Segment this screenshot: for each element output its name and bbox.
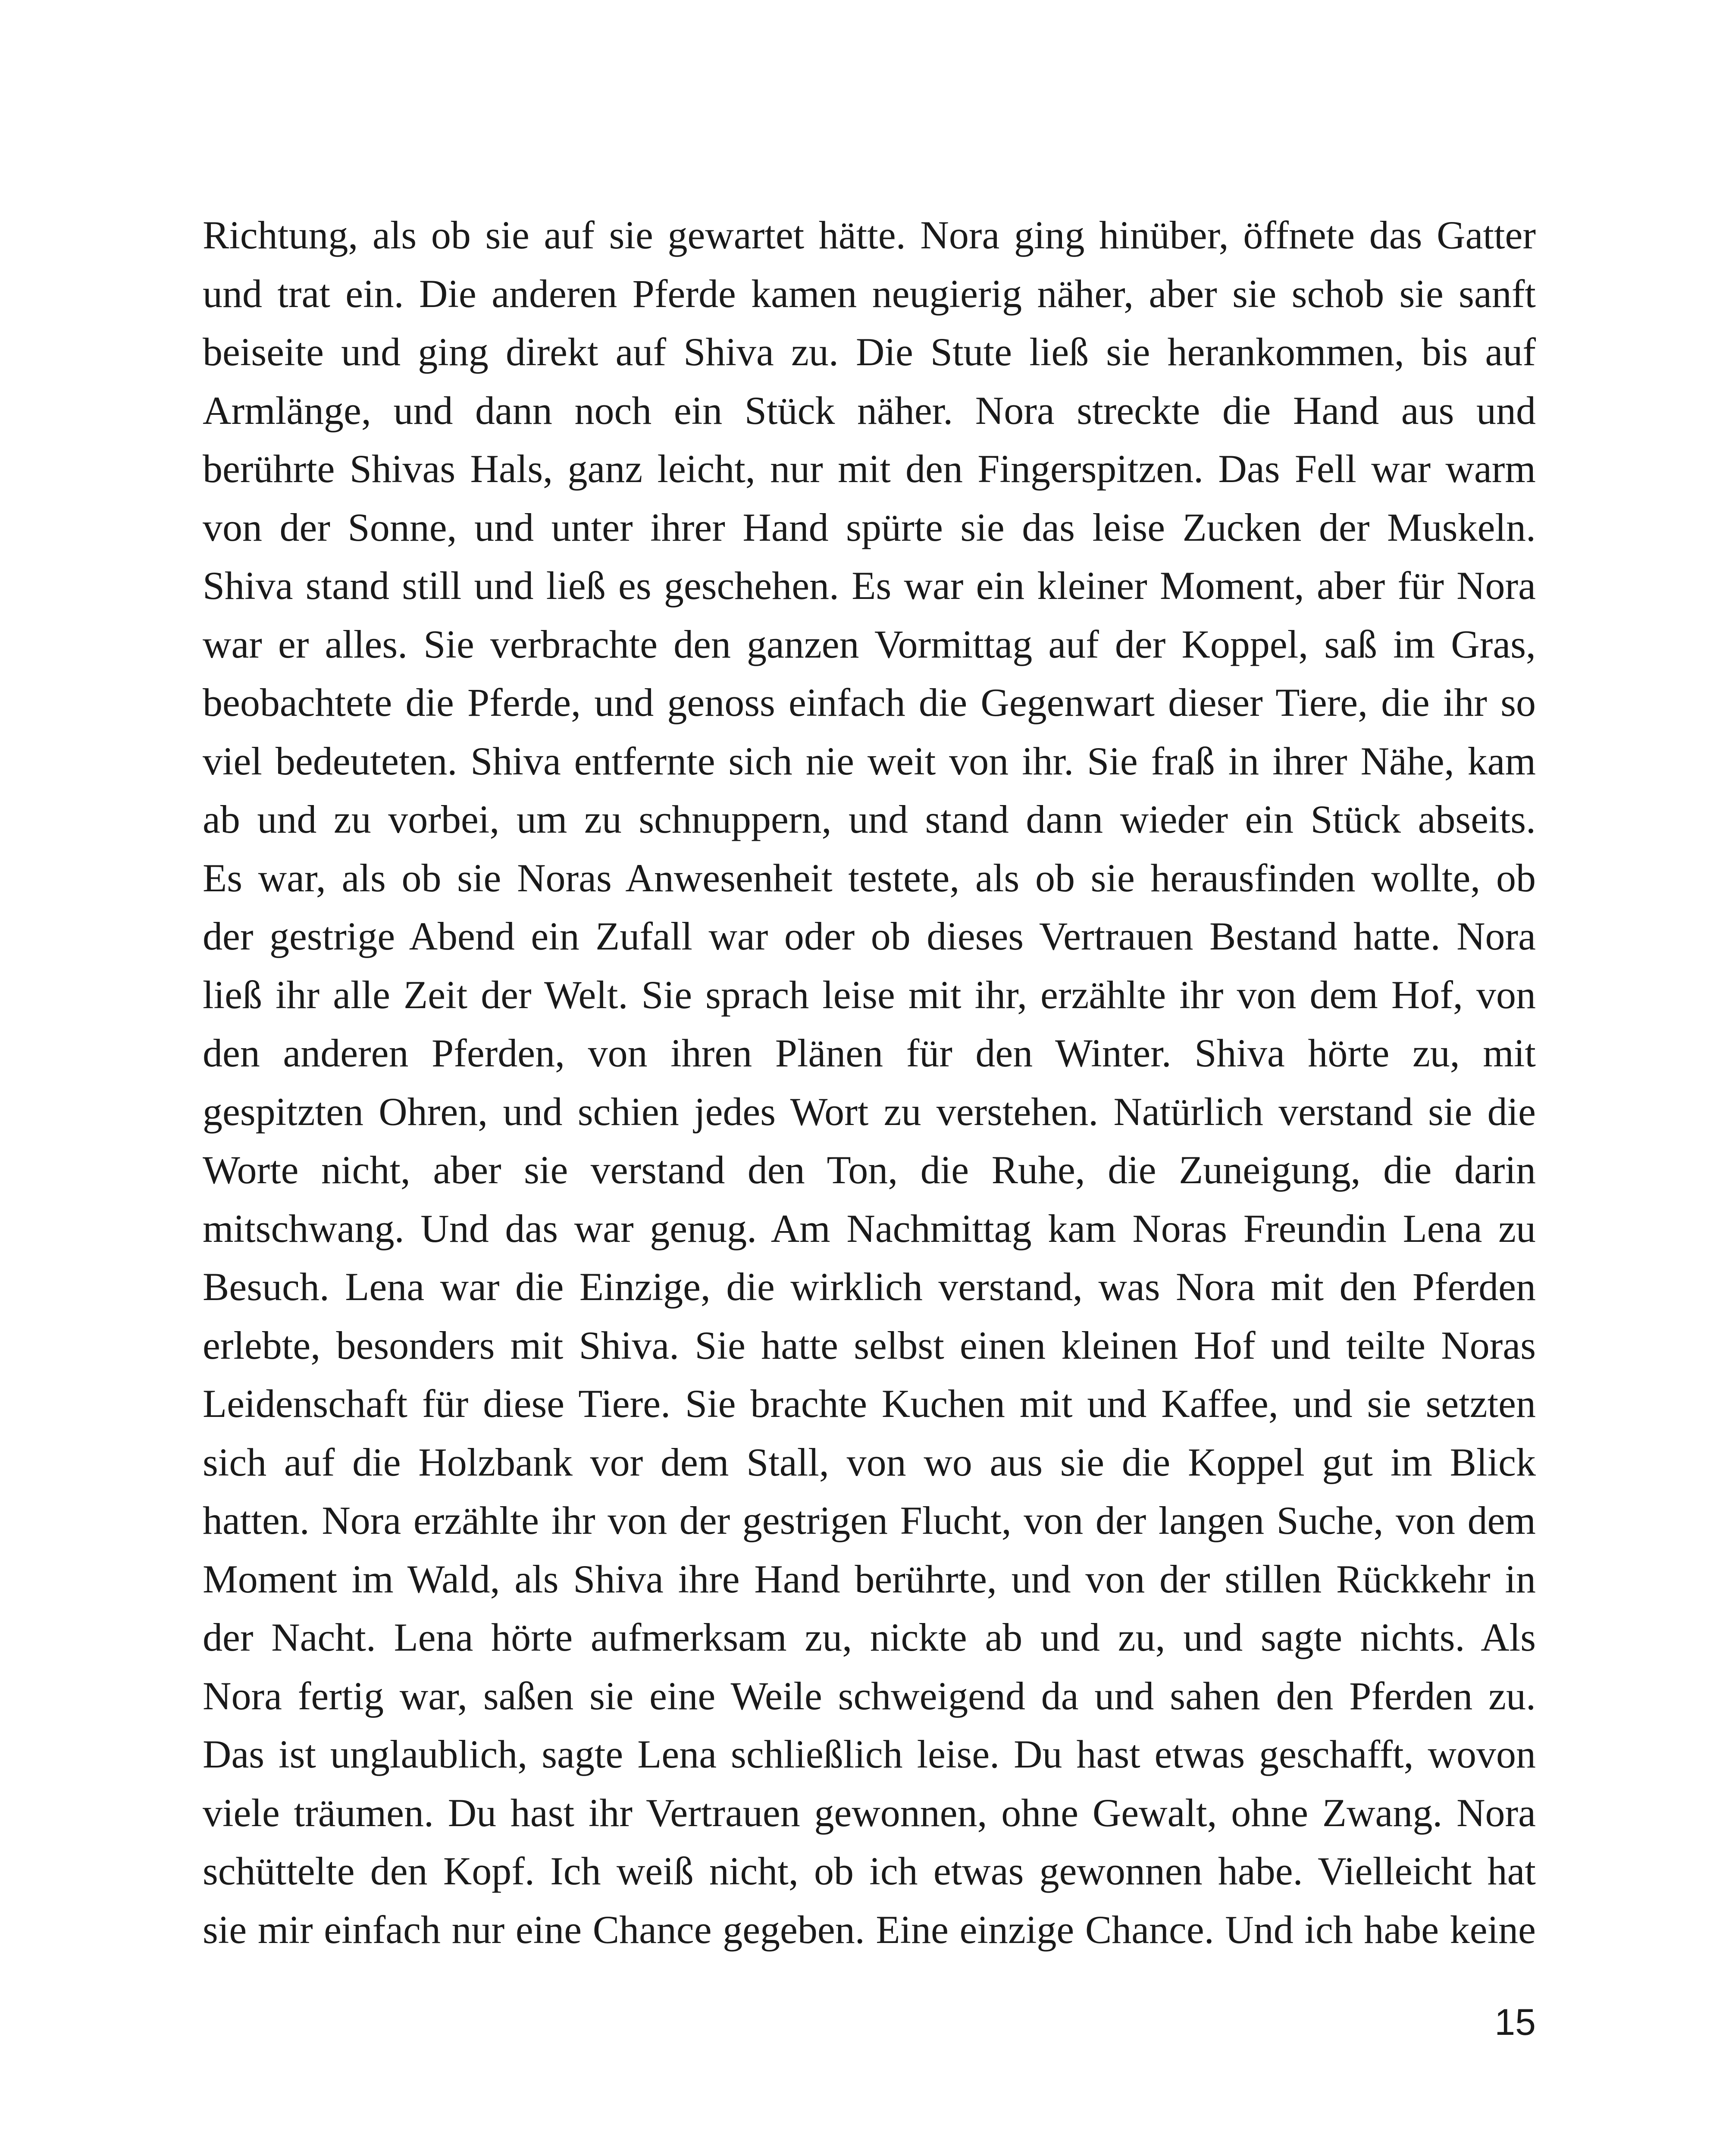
text-line: ließ ihr alle Zeit der Welt. Sie sprach leise mit ihr, erzählte ihr von dem Hof, von — [203, 972, 1536, 1017]
body-text — [203, 206, 1536, 1959]
text-line: Nora fertig war, saßen sie eine Weile schweigend da und sahen den Pferden zu. — [203, 1673, 1536, 1718]
text-line: Armlänge, und dann noch ein Stück näher. Nora streckte die Hand aus und — [203, 388, 1536, 432]
text-line: der gestrige Abend ein Zufall war oder ob dieses Vertrauen Bestand hatte. Nora — [203, 914, 1536, 958]
text-line: viele träumen. Du hast ihr Vertrauen gewonnen, ohne Gewalt, ohne Zwang. Nora — [203, 1790, 1536, 1835]
text-line: hatten. Nora erzählte ihr von der gestrigen Flucht, von der langen Suche, von dem — [203, 1498, 1536, 1542]
text-line: erlebte, besonders mit Shiva. Sie hatte selbst einen kleinen Hof und teilte Noras — [203, 1323, 1536, 1367]
text-line: mitschwang. Und das war genug. Am Nachmittag kam Noras Freundin Lena zu — [203, 1206, 1536, 1250]
text-line: beobachtete die Pferde, und genoss einfach die Gegenwart dieser Tiere, die ihr so — [203, 680, 1536, 724]
text-line: gespitzten Ohren, und schien jedes Wort zu verstehen. Natürlich verstand sie die — [203, 1089, 1536, 1134]
text-line: den anderen Pferden, von ihren Plänen für den Winter. Shiva hörte zu, mit — [203, 1031, 1536, 1075]
text-line: Es war, als ob sie Noras Anwesenheit testete, als ob sie herausfinden wollte, ob — [203, 856, 1536, 900]
text-line: sich auf die Holzbank vor dem Stall, von wo aus sie die Koppel gut im Blick — [203, 1440, 1536, 1484]
text-line: war er alles. Sie verbrachte den ganzen Vormittag auf der Koppel, saß im Gras, — [203, 622, 1536, 666]
text-line: der Nacht. Lena hörte aufmerksam zu, nickte ab und zu, und sagte nichts. Als — [203, 1615, 1536, 1659]
text-line: Worte nicht, aber sie verstand den Ton, die Ruhe, die Zuneigung, die darin — [203, 1148, 1536, 1192]
text-line: und trat ein. Die anderen Pferde kamen neugierig näher, aber sie schob sie sanft — [203, 271, 1536, 316]
text-line: Leidenschaft für diese Tiere. Sie brachte Kuchen mit und Kaffee, und sie setzten — [203, 1382, 1536, 1426]
text-line: beiseite und ging direkt auf Shiva zu. Die Stute ließ sie herankommen, bis auf — [203, 330, 1536, 374]
text-line: berührte Shivas Hals, ganz leicht, nur mit den Fingerspitzen. Das Fell war warm — [203, 447, 1536, 491]
page-number: 15 — [1494, 2002, 1536, 2043]
text-line: Moment im Wald, als Shiva ihre Hand berührte, und von der stillen Rückkehr in — [203, 1557, 1536, 1601]
text-line: Shiva stand still und ließ es geschehen. Es war ein kleiner Moment, aber für Nora — [203, 564, 1536, 608]
text-line: Richtung, als ob sie auf sie gewartet hätte. Nora ging hinüber, öffnete das Gatter — [203, 213, 1536, 257]
text-line: viel bedeuteten. Shiva entfernte sich nie weit von ihr. Sie fraß in ihrer Nähe, kam — [203, 739, 1536, 783]
text-line: ab und zu vorbei, um zu schnuppern, und stand dann wieder ein Stück abseits. — [203, 797, 1536, 841]
text-line: Das ist unglaublich, sagte Lena schließlich leise. Du hast etwas geschafft, wovon — [203, 1732, 1536, 1776]
text-line: sie mir einfach nur eine Chance gegeben. Eine einzige Chance. Und ich habe keine — [203, 1907, 1536, 1952]
text-line: schüttelte den Kopf. Ich weiß nicht, ob ich etwas gewonnen habe. Vielleicht hat — [203, 1849, 1536, 1893]
text-line: von der Sonne, und unter ihrer Hand spürte sie das leise Zucken der Muskeln. — [203, 505, 1536, 549]
text-line: Besuch. Lena war die Einzige, die wirklich verstand, was Nora mit den Pferden — [203, 1265, 1536, 1309]
